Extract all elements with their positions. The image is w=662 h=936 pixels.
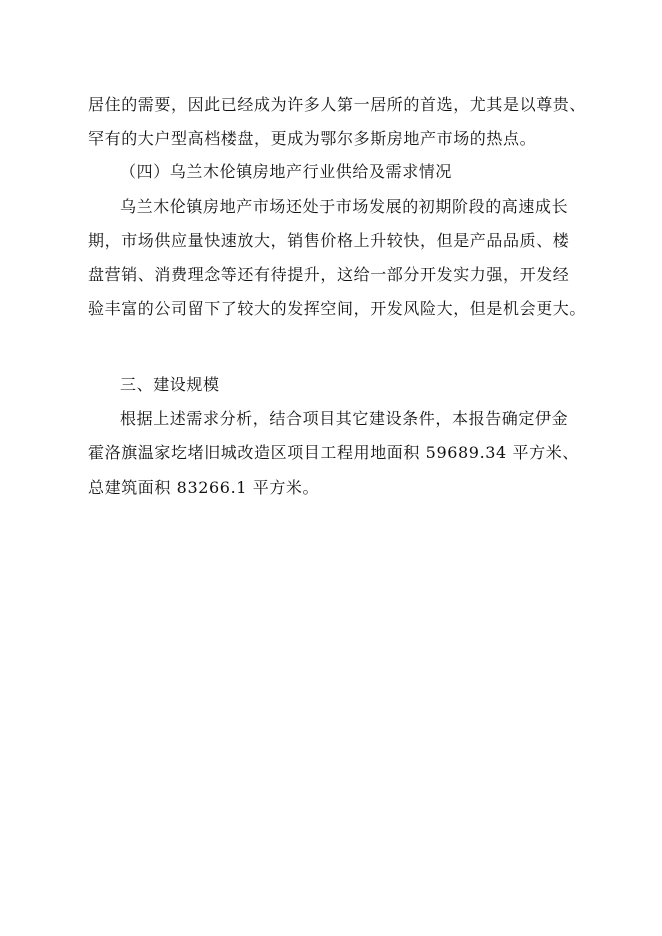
paragraph-line: 总建筑面积 83266.1 平方米。: [88, 478, 320, 497]
paragraph-line: 罕有的大户型高档楼盘，更成为鄂尔多斯房地产市场的热点。: [88, 129, 537, 148]
paragraph-line: 期，市场供应量快速放大，销售价格上升较快，但是产品品质、楼: [88, 231, 570, 250]
paragraph-line: 盘营销、消费理念等还有待提升，这给一部分开发实力强，开发经: [88, 265, 570, 284]
paragraph-line: 验丰富的公司留下了较大的发挥空间，开发风险大，但是机会更大。: [88, 299, 587, 318]
section-heading-construction-scale: 三、建设规模: [120, 375, 220, 394]
subheading-four: （四）乌兰木伦镇房地产行业供给及需求情况: [120, 162, 453, 181]
paragraph-line: 乌兰木伦镇房地产市场还处于市场发展的初期阶段的高速成长: [120, 197, 569, 216]
paragraph-line: 根据上述需求分析，结合项目其它建设条件，本报告确定伊金: [120, 409, 569, 428]
paragraph-line: 霍洛旗温家圪堵旧城改造区项目工程用地面积 59689.34 平方米、: [88, 443, 579, 462]
paragraph-line: 居住的需要，因此已经成为许多人第一居所的首选，尤其是以尊贵、: [88, 95, 587, 114]
